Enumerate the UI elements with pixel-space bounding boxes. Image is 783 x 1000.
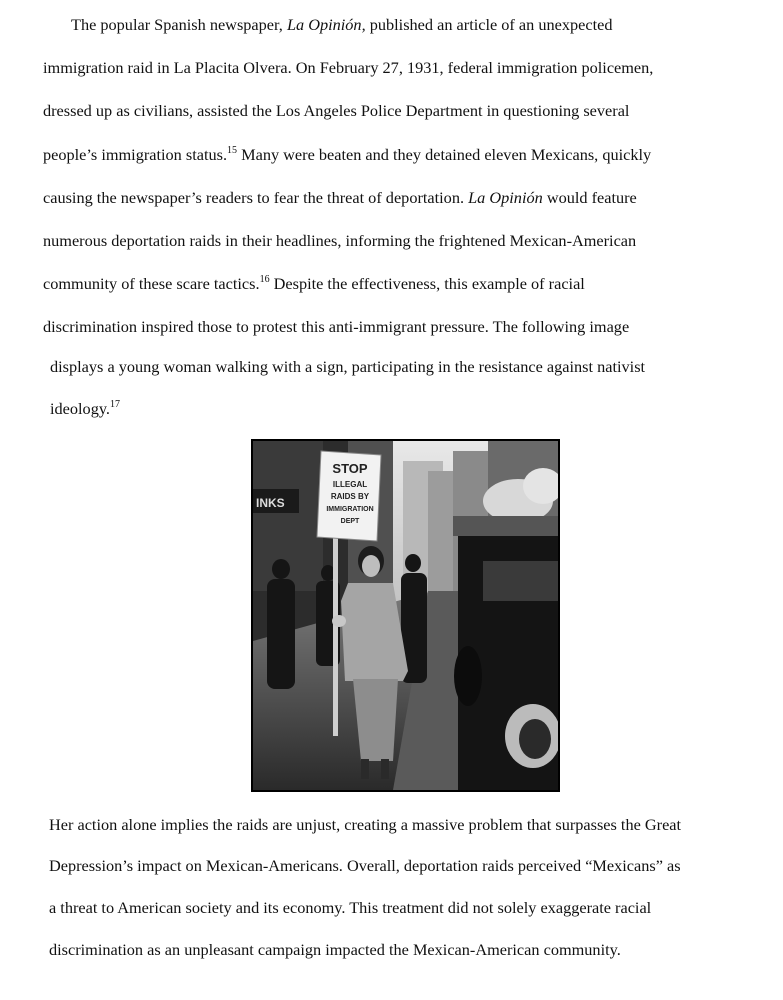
paragraph-2-line-1: Her action alone implies the raids are unjust, creating a massive problem that surpasses the Great <box>49 815 682 834</box>
text-run: Despite the effectiveness, this example of racial <box>269 274 585 293</box>
paragraph-1-line-4 <box>43 145 651 165</box>
svg-text:INKS: INKS <box>256 496 285 510</box>
sign-line-1: STOP <box>332 461 368 476</box>
paragraph-2-line-4: discrimination as an unpleasant campaign impacted the Mexican-American community. <box>49 940 621 959</box>
paragraph-1-line-5 <box>43 188 637 208</box>
text-run: published an article of an unexpected <box>365 15 613 34</box>
paragraph-1-line-1 <box>71 15 613 35</box>
paragraph-1-line-2: immigration raid in La Placita Olvera. On February 27, 1931, federal immigration policemen, <box>43 58 654 77</box>
paragraph-2-line-3: a threat to American society and its economy. This treatment did not solely exaggerate racial <box>49 898 652 917</box>
photo-illustration <box>253 441 558 790</box>
newspaper-title: La Opinión <box>468 188 543 207</box>
paragraph-1-line-10 <box>50 399 120 419</box>
protest-sign <box>317 451 381 541</box>
sign-line-2: ILLEGAL <box>332 480 368 489</box>
paragraph-1-line-7 <box>43 274 585 294</box>
text-run: causing the newspaper’s readers to fear the threat of deportation. <box>43 188 469 207</box>
text-run: would feature <box>542 188 637 207</box>
footnote-marker-15[interactable]: 15 <box>227 144 238 156</box>
text-run: Many were beaten and they detained eleven Mexicans, quickly <box>237 145 652 164</box>
sign-line-5: DEPT <box>340 518 360 525</box>
newspaper-title: La Opinión, <box>286 15 366 34</box>
footnote-marker-16[interactable]: 16 <box>259 273 270 285</box>
footnote-marker-17[interactable]: 17 <box>110 398 120 410</box>
paragraph-1-line-3: dressed up as civilians, assisted the Los Angeles Police Department in questioning several <box>43 101 630 120</box>
text-run: ideology. <box>50 399 110 418</box>
text-run: community of these scare tactics. <box>43 274 260 293</box>
storefront-sign <box>253 489 299 513</box>
text-run: The popular Spanish newspaper, <box>71 15 287 34</box>
text-run: people’s immigration status. <box>43 145 228 164</box>
paragraph-1-line-6: numerous deportation raids in their headlines, informing the frightened Mexican-American <box>43 231 637 250</box>
protest-photograph <box>251 439 560 792</box>
truck <box>453 468 558 790</box>
paragraph-2-line-2: Depression’s impact on Mexican-Americans. Overall, deportation raids perceived “Mexicans” as <box>49 856 681 875</box>
paragraph-1-line-8: discrimination inspired those to protest this anti-immigrant pressure. The following image <box>43 317 630 336</box>
sign-line-3: RAIDS BY <box>330 492 370 501</box>
sign-line-4: IMMIGRATION <box>326 506 374 513</box>
paragraph-1-line-9: displays a young woman walking with a sign, participating in the resistance against nativist <box>50 357 646 376</box>
